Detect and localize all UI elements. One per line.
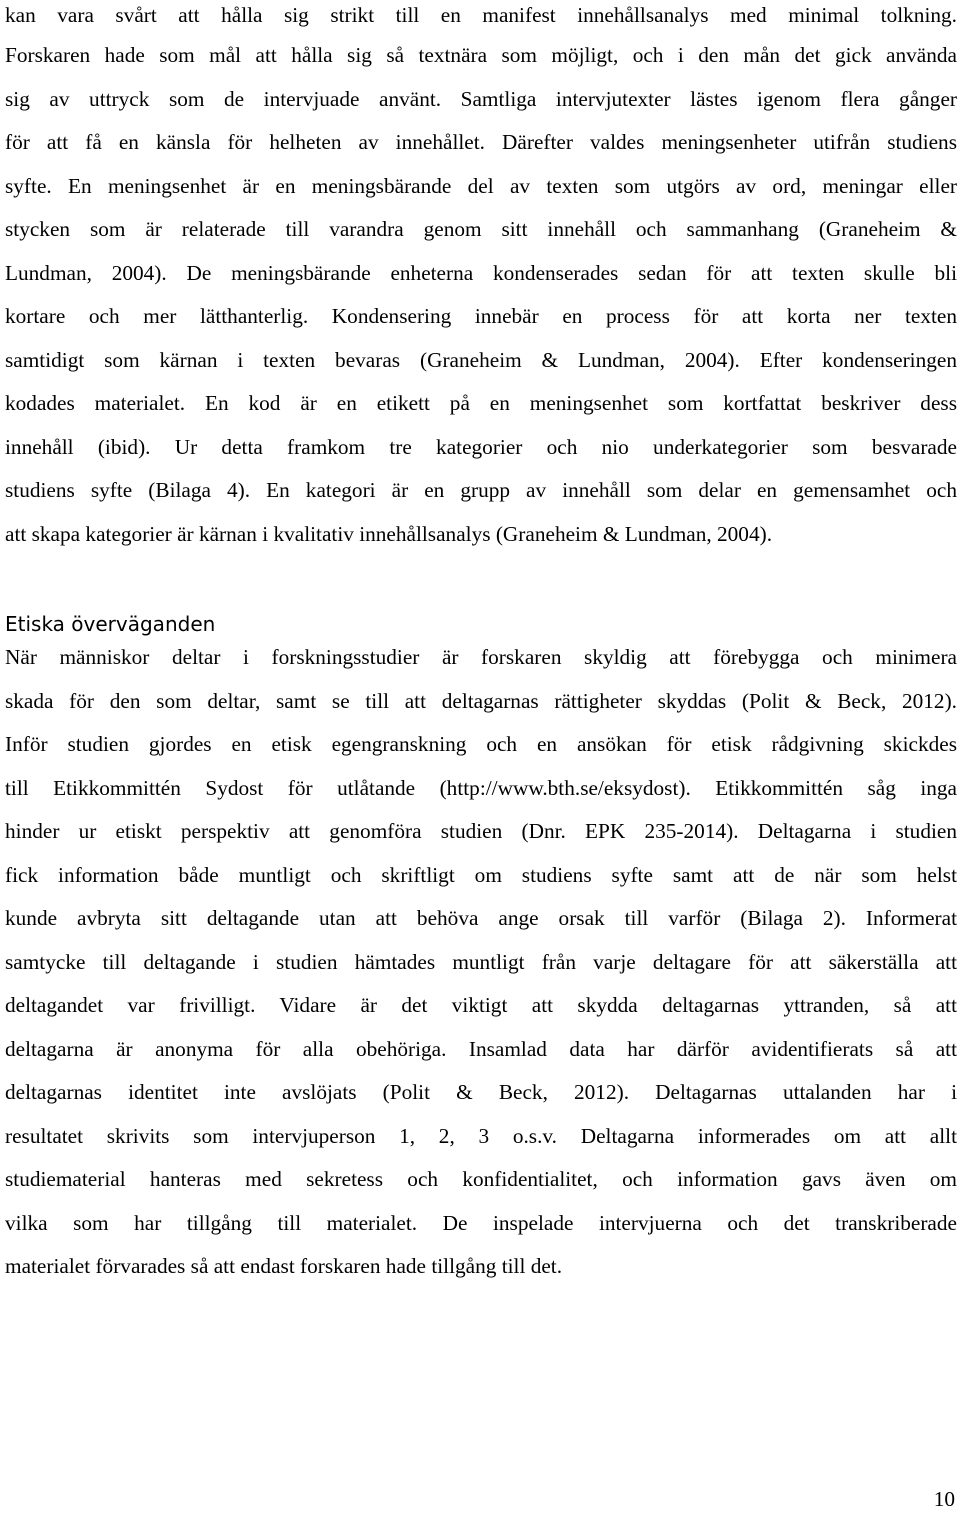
text-line: Inför studien gjordes en etisk egengranskning och en ansökan för etisk rådgivning skickdes bbox=[5, 732, 957, 756]
text-line: deltagarnas identitet inte avslöjats (Polit & Beck, 2012). Deltagarnas uttalanden har i bbox=[5, 1080, 957, 1104]
text-line: materialet förvarades så att endast forskaren hade tillgång till det. bbox=[5, 1254, 563, 1278]
text-line: studiematerial hanteras med sekretess och konfidentialitet, och information gavs även om bbox=[5, 1167, 957, 1191]
text-line: hinder ur etiskt perspektiv att genomföra studien (Dnr. EPK 235-2014). Deltagarna i studien bbox=[5, 819, 957, 843]
text-line: resultatet skrivits som intervjuperson 1, 2, 3 o.s.v. Deltagarna informerades om att allt bbox=[5, 1124, 957, 1148]
text-line: innehåll (ibid). Ur detta framkom tre kategorier och nio underkategorier som besvarade bbox=[5, 435, 957, 459]
text-line: att skapa kategorier är kärnan i kvalitativ innehållsanalys (Graneheim & Lundman, 2004). bbox=[5, 522, 773, 546]
text-line: skada för den som deltar, samt se till att deltagarnas rättigheter skyddas (Polit & Beck, 2012). bbox=[5, 689, 957, 713]
page-number: 10 bbox=[933, 1487, 955, 1511]
text-line: deltagandet var frivilligt. Vidare är det viktigt att skydda deltagarnas yttranden, så att bbox=[5, 993, 957, 1017]
text-line: samtidigt som kärnan i texten bevaras (Graneheim & Lundman, 2004). Efter kondenseringen bbox=[5, 348, 957, 372]
text-line: kortare och mer lätthanterlig. Kondensering innebär en process för att korta ner texten bbox=[5, 304, 957, 328]
text-line: När människor deltar i forskningsstudier är forskaren skyldig att förebygga och minimera bbox=[5, 645, 957, 669]
text-line: till Etikkommittén Sydost för utlåtande (http://www.bth.se/eksydost). Etikkommittén såg inga bbox=[5, 776, 957, 800]
text-line: fick information både muntligt och skriftligt om studiens syfte samt att de när som helst bbox=[5, 863, 957, 887]
text-line: kodades materialet. En kod är en etikett på en meningsenhet som kortfattat beskriver dess bbox=[5, 391, 957, 415]
text-line: sig av uttryck som de intervjuade använt. Samtliga intervjutexter lästes igenom flera gånger bbox=[5, 87, 957, 111]
text-line: stycken som är relaterade till varandra genom sitt innehåll och sammanhang (Graneheim & bbox=[5, 217, 957, 241]
section-heading: Etiska överväganden bbox=[5, 612, 216, 636]
text-line: kan vara svårt att hålla sig strikt till en manifest innehållsanalys med minimal tolkning. bbox=[5, 3, 957, 27]
text-line: för att få en känsla för helheten av innehållet. Därefter valdes meningsenheter utifrån studiens bbox=[5, 130, 957, 154]
text-line: kunde avbryta sitt deltagande utan att behöva ange orsak till varför (Bilaga 2). Informerat bbox=[5, 906, 957, 930]
text-line: samtycke till deltagande i studien hämtades muntligt från varje deltagare för att säkerställa att bbox=[5, 950, 957, 974]
text-line: vilka som har tillgång till materialet. De inspelade intervjuerna och det transkriberade bbox=[5, 1211, 957, 1235]
text-line: Forskaren hade som mål att hålla sig så textnära som möjligt, och i den mån det gick använda bbox=[5, 43, 957, 67]
text-line: deltagarna är anonyma för alla obehöriga. Insamlad data har därför avidentifierats så att bbox=[5, 1037, 957, 1061]
text-line: syfte. En meningsenhet är en meningsbärande del av texten som utgörs av ord, meningar eller bbox=[5, 174, 957, 198]
text-line: Lundman, 2004). De meningsbärande enheterna kondenserades sedan för att texten skulle bli bbox=[5, 261, 957, 285]
text-line: studiens syfte (Bilaga 4). En kategori är en grupp av innehåll som delar en gemensamhet och bbox=[5, 478, 957, 502]
